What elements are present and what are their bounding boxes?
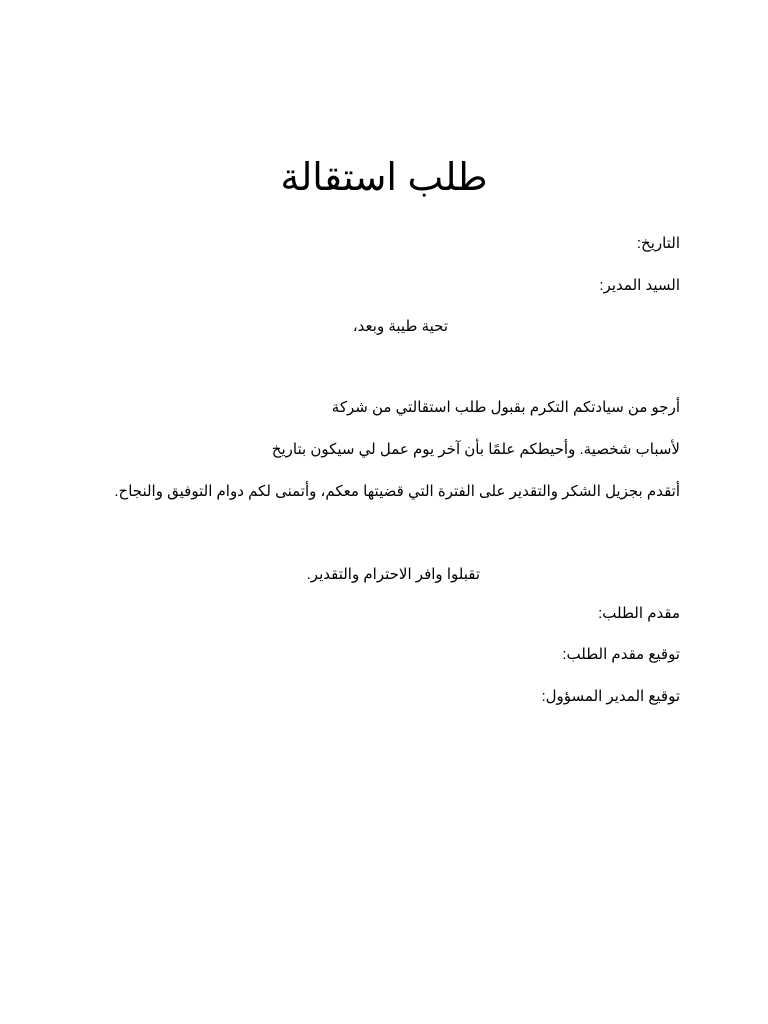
body-line: أتقدم بجزيل الشكر والتقدير على الفترة التي قضيتها معكم، وأتمنى لكم دوام التوفيق والنجاح.	[114, 483, 680, 500]
greeting-line: تحية طيبة وبعد،	[352, 318, 448, 335]
closing-line: تقبلوا وافر الاحترام والتقدير.	[306, 566, 480, 583]
recipient-label: السيد المدير:	[599, 277, 680, 294]
date-label: التاريخ:	[636, 235, 680, 252]
body-line: لأسباب شخصية. وأحيطكم علمًا بأن آخر يوم عمل لي سيكون بتاريخ	[271, 441, 680, 458]
document-title: طلب استقالة	[280, 157, 488, 199]
applicant-signature-label: توقيع مقدم الطلب:	[562, 646, 680, 663]
manager-signature-label: توقيع المدير المسؤول:	[541, 688, 680, 705]
body-line: أرجو من سيادتكم التكرم بقبول طلب استقالتي من شركة	[331, 399, 680, 416]
applicant-label: مقدم الطلب:	[598, 605, 680, 622]
